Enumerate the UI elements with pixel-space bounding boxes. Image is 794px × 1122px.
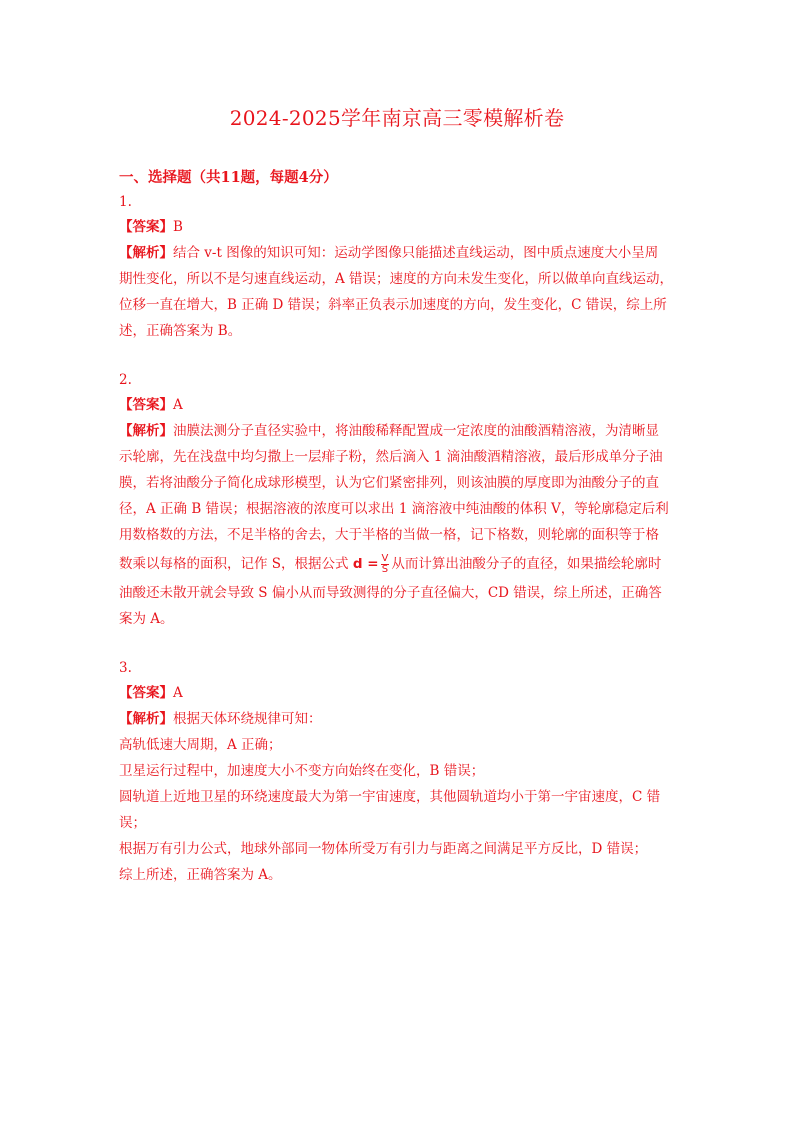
question-number: 2. bbox=[119, 372, 132, 388]
fraction-denominator: S bbox=[381, 564, 389, 575]
analysis-line: 误； bbox=[119, 815, 146, 831]
page-title: 2024-2025学年南京高三零模解析卷 bbox=[229, 106, 565, 130]
answer-label: 【答案】 bbox=[119, 397, 173, 413]
answer-label: 【答案】 bbox=[119, 685, 173, 701]
formula-after-text: 从而计算出油酸分子的直径，如果描绘轮廓时 bbox=[391, 556, 662, 572]
analysis-line: 期性变化，所以不是匀速直线运动，A 错误；速度的方向未发生变化，所以做单向直线运动， bbox=[119, 271, 674, 287]
analysis-label: 【解析】 bbox=[119, 711, 173, 727]
formula-before-text: 数乘以每格的面积，记作 S，根据公式 bbox=[119, 556, 349, 572]
answer-line bbox=[119, 392, 685, 418]
analysis-label: 【解析】 bbox=[119, 245, 173, 261]
formula-line bbox=[119, 548, 685, 580]
analysis-line: 综上所述，正确答案为 A。 bbox=[119, 867, 282, 883]
analysis-line: 油酸还未散开就会导致 S 偏小从而导致测得的分子直径偏大，CD 错误，综上所述，正确答 bbox=[119, 585, 662, 601]
analysis-line: 位移一直在增大，B 正确 D 错误；斜率正负表示加速度的方向，发生变化，C 错误，综上所 bbox=[119, 297, 667, 313]
answer-value: A bbox=[173, 397, 183, 413]
analysis-line: 径，A 正确 B 错误；根据溶液的浓度可以求出 1 滴溶液中纯油酸的体积 V，等轮廓稳定后利 bbox=[119, 501, 669, 517]
analysis-text: 根据天体环绕规律可知： bbox=[173, 711, 322, 727]
formula-fraction bbox=[381, 554, 390, 575]
analysis-line bbox=[119, 706, 685, 732]
analysis-line: 高轨低速大周期，A 正确； bbox=[119, 737, 282, 753]
analysis-line bbox=[119, 240, 685, 266]
analysis-line: 根据万有引力公式，地球外部同一物体所受万有引力与距离之间满足平方反比，D 错误； bbox=[119, 841, 648, 857]
question-3 bbox=[119, 656, 685, 888]
question-2 bbox=[119, 368, 685, 632]
answer-value: B bbox=[173, 219, 183, 235]
fraction-numerator: V bbox=[381, 553, 389, 564]
answer-line bbox=[119, 680, 685, 706]
analysis-line: 示轮廓，先在浅盘中均匀撒上一层痱子粉，然后滴入 1 滴油酸酒精溶液，最后形成单分子油 bbox=[119, 449, 663, 465]
question-number: 3. bbox=[119, 660, 132, 676]
analysis-line: 圆轨道上近地卫星的环绕速度最大为第一宇宙速度，其他圆轨道均小于第一宇宙速度，C 错 bbox=[119, 789, 661, 805]
spacer bbox=[119, 344, 685, 368]
formula-variable: d = bbox=[352, 556, 379, 572]
analysis-line: 述，正确答案为 B。 bbox=[119, 323, 242, 339]
analysis-line bbox=[119, 418, 685, 444]
analysis-text: 油膜法测分子直径实验中，将油酸稀释配置成一定浓度的油酸酒精溶液，为清晰显 bbox=[173, 423, 659, 439]
question-1 bbox=[119, 190, 685, 344]
spacer bbox=[119, 632, 685, 656]
section-heading: 一、选择题（共11题，每题4分） bbox=[119, 169, 338, 186]
document-body bbox=[119, 166, 685, 888]
analysis-line: 膜，若将油酸分子简化成球形模型，认为它们紧密排列，则该油膜的厚度即为油酸分子的直 bbox=[119, 475, 659, 491]
question-number: 1. bbox=[119, 194, 132, 210]
analysis-text: 结合 v-t 图像的知识可知：运动学图像只能描述直线运动，图中质点速度大小呈周 bbox=[173, 245, 659, 261]
answer-label: 【答案】 bbox=[119, 219, 173, 235]
answer-value: A bbox=[173, 685, 183, 701]
answer-line bbox=[119, 214, 685, 240]
analysis-line: 案为 A。 bbox=[119, 611, 174, 627]
analysis-line: 卫星运行过程中，加速度大小不变方向始终在变化，B 错误； bbox=[119, 763, 485, 779]
analysis-line: 用数格数的方法，不足半格的舍去，大于半格的当做一格，记下格数，则轮廓的面积等于格 bbox=[119, 527, 659, 543]
analysis-label: 【解析】 bbox=[119, 423, 173, 439]
